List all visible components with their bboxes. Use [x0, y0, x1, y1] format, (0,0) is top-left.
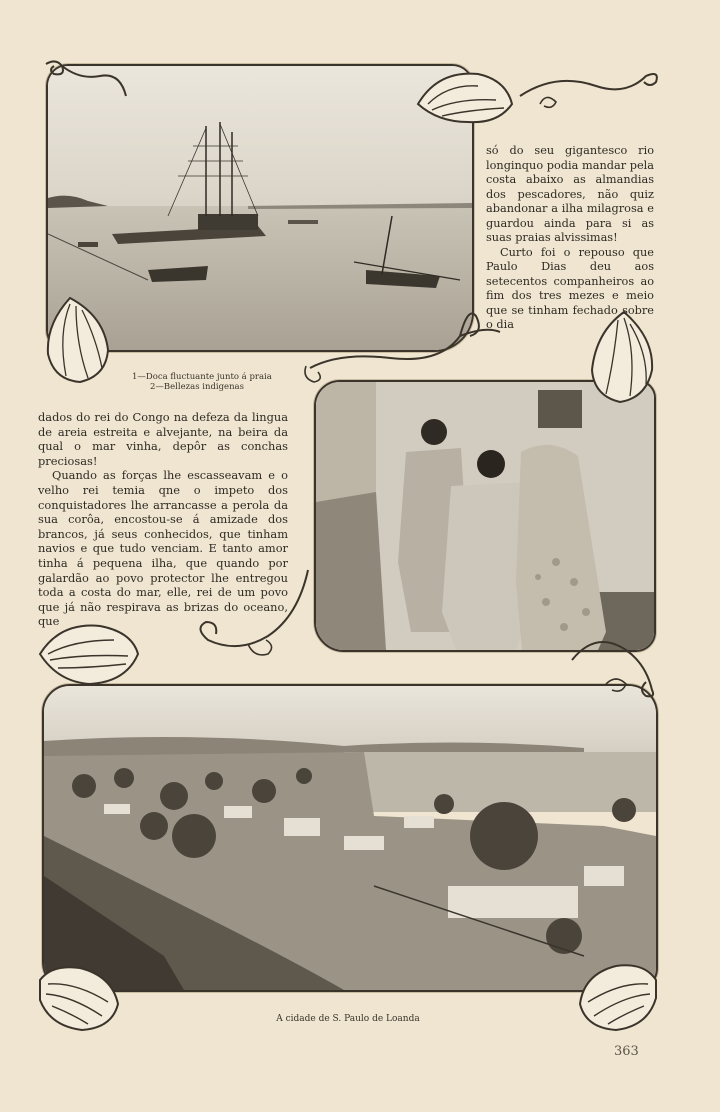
- article-paragraph: Curto foi o repouso que Paulo Dias deu aos setecentos companheiros ao fim dos tres mezes e meio que se tinham fechado sobre o dia: [486, 245, 654, 331]
- article-left-column: [38, 410, 288, 629]
- scroll-flourish-icon: [566, 620, 662, 700]
- article-paragraph: Quando as forças lhe escasseavam e o velho rei temia qne o impeto dos conquistadores lhe arrancasse a perola da sua corôa, encostou-se á amizade dos brancos, já seus conhecidos, que tinham navios e que tudo venciam. E tanto amor tinha á pequena ilha, que quando por galardão ao povo protector lhe entregou toda a costa do mar, elle, rei de um povo que já não respirava as brizas do oceano, que: [38, 468, 288, 629]
- city-panorama-photo: [42, 684, 658, 992]
- city-photo-caption: A cidade de S. Paulo de Loanda: [276, 1014, 420, 1024]
- article-paragraph: só do seu gigantesco rio longinquo podia mandar pela costa abaixo as almandias dos pescadores, não quiz abandonar a ilha milagrosa e guardou ainda para si as suas praias alvissimas!: [486, 144, 654, 244]
- scroll-flourish-icon: [516, 66, 664, 112]
- women-portrait-photo: [314, 380, 656, 652]
- article-right-column: [486, 144, 654, 333]
- page-number: 363: [614, 1044, 639, 1059]
- scroll-flourish-icon: [40, 56, 130, 108]
- scroll-flourish-icon: [300, 296, 510, 388]
- shell-ornament-icon: [40, 294, 116, 386]
- photo-caption-1: 1—Doca fluctuante junto á praia: [132, 372, 272, 382]
- shell-ornament-icon: [408, 64, 518, 134]
- shell-ornament-icon: [574, 958, 664, 1036]
- photo-caption-2: 2—Bellezas indigenas: [150, 382, 244, 392]
- article-paragraph: dados do rei do Congo na defeza da lingua de areia estreita e alvejante, na beira da qual o mar vinha, depôr as conchas preciosas!: [38, 410, 288, 468]
